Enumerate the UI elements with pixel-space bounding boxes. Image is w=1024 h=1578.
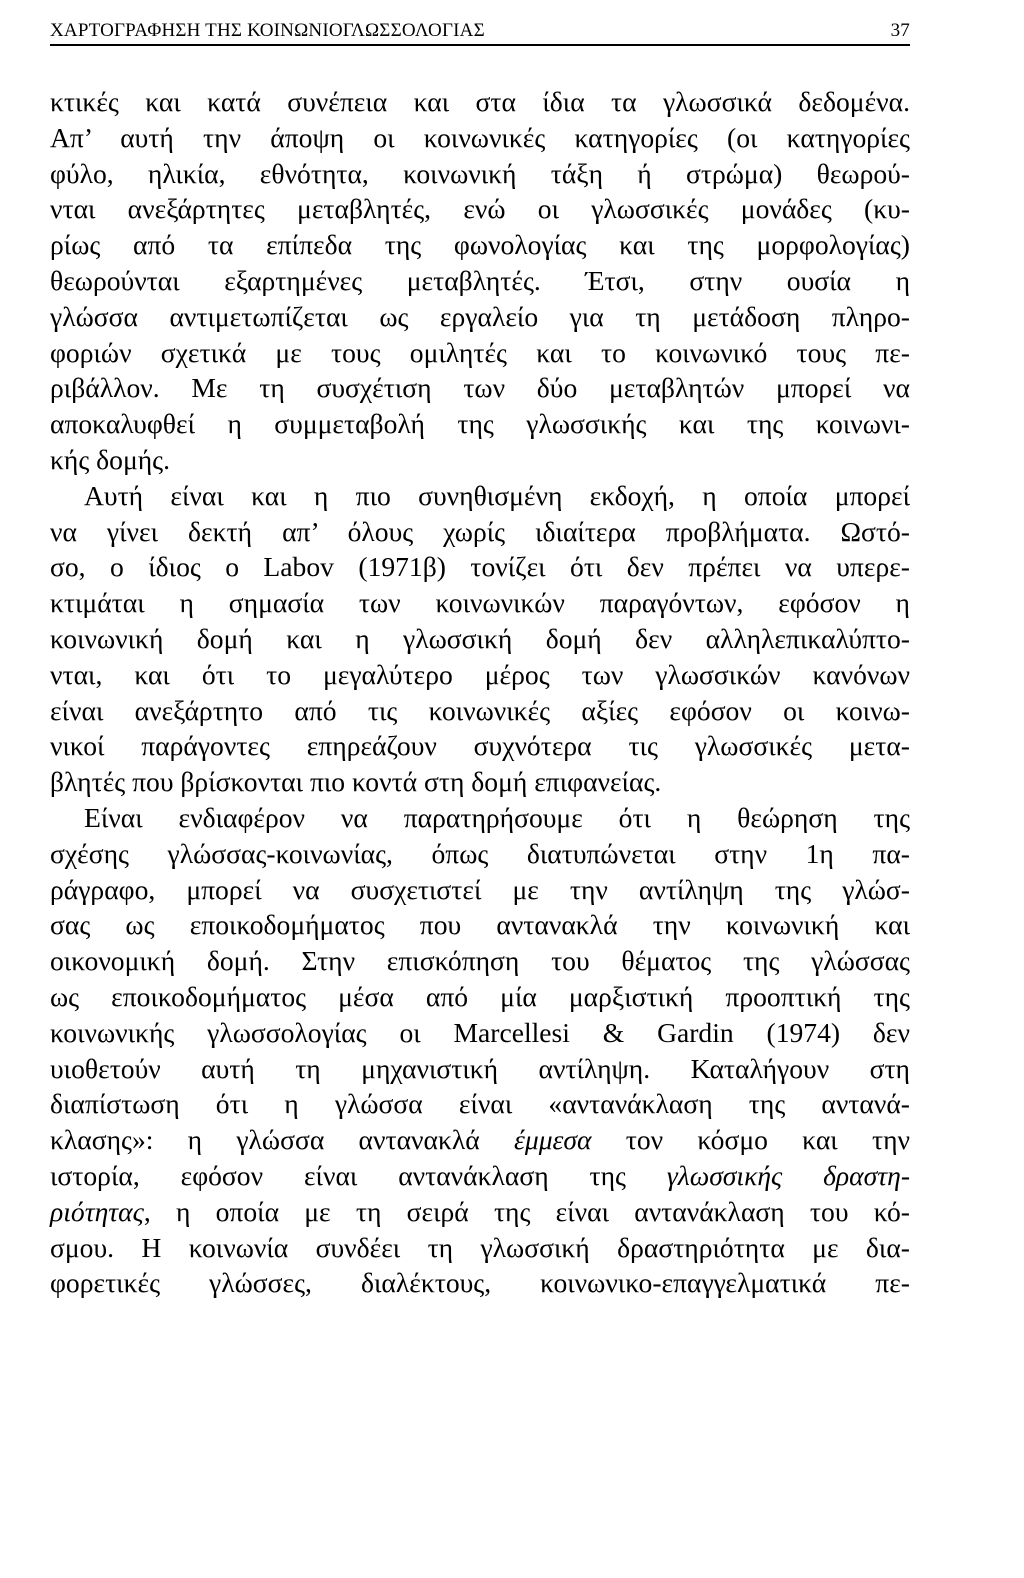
- text-line: σχέσης γλώσσας-κοινωνίας, όπως διατυπώνεται στην 1η πα-: [50, 837, 910, 869]
- text-line: βλητές που βρίσκονται πιο κοντά στη δομή επιφανείας.: [50, 766, 662, 798]
- text-line: διαπίστωση ότι η γλώσσα είναι «αντανάκλαση της αντανά-: [50, 1088, 910, 1120]
- text-line: ως εποικοδομήματος μέσα από μία μαρξιστική προοπτική της: [50, 980, 910, 1012]
- text-line: κτικές και κατά συνέπεια και στα ίδια τα γλωσσικά δεδομένα.: [50, 86, 910, 117]
- text-line: φοριών σχετικά με τους ομιλητές και το κοινωνικό τους πε-: [50, 336, 910, 368]
- text-line: σμου. Η κοινωνία συνδέει τη γλωσσική δραστηριότητα με δια-: [50, 1231, 910, 1263]
- running-title: ΧΑΡΤΟΓΡΑΦΗΣΗ ΤΗΣ ΚΟΙΝΩΝΙΟΓΛΩΣΣΟΛΟΓΙΑΣ: [50, 20, 485, 41]
- text-line: φορετικές γλώσσες, διαλέκτους, κοινωνικο-επαγγελματικά πε-: [50, 1267, 910, 1299]
- italic-run: έμμεσα: [513, 1124, 592, 1156]
- text-line: υιοθετούν αυτή τη μηχανιστική αντίληψη. Καταλήγουν στη: [50, 1052, 910, 1084]
- text-line: ράγραφο, μπορεί να συσχετιστεί με την αντίληψη της γλώσ-: [50, 873, 910, 905]
- text-line: οικονομική δομή. Στην επισκόπηση του θέματος της γλώσσας: [50, 945, 910, 977]
- text-line: νται, και ότι το μεγαλύτερο μέρος των γλωσσικών κανόνων: [50, 658, 910, 690]
- text-line: φύλο, ηλικία, εθνότητα, κοινωνική τάξη ή στρώμα) θεωρού-: [50, 157, 910, 189]
- text-line: ριβάλλον. Με τη συσχέτιση των δύο μεταβλητών μπορεί να: [50, 372, 910, 404]
- text-line: [50, 1194, 910, 1230]
- text-line: θεωρούνται εξαρτημένες μεταβλητές. Έτσι, στην ουσία η: [50, 264, 910, 296]
- text-line: κοινωνική δομή και η γλωσσική δομή δεν αλληλεπικαλύπτο-: [50, 622, 910, 654]
- page-number: 37: [890, 20, 910, 41]
- text-run: κλασης»: η γλώσσα αντανακλά: [50, 1124, 480, 1156]
- text-line: [50, 1122, 910, 1158]
- text-line: γλώσσα αντιμετωπίζεται ως εργαλείο για τη μετάδοση πληρο-: [50, 300, 910, 332]
- text-line: κοινωνικής γλωσσολογίας οι Marcellesi & Gardin (1974) δεν: [50, 1016, 910, 1048]
- text-line: Είναι ενδιαφέρον να παρατηρήσουμε ότι η θεώρηση της: [84, 801, 910, 833]
- text-line: Αυτή είναι και η πιο συνηθισμένη εκδοχή, η οποία μπορεί: [84, 479, 910, 511]
- text-line: νται ανεξάρτητες μεταβλητές, ενώ οι γλωσσικές μονάδες (κυ-: [50, 193, 910, 225]
- text-line: [50, 1158, 910, 1194]
- text-line: σο, ο ίδιος ο Labov (1971β) τονίζει ότι δεν πρέπει να υπερε-: [50, 551, 910, 583]
- text-line: είναι ανεξάρτητο από τις κοινωνικές αξίες εφόσον οι κοινω-: [50, 694, 910, 726]
- text-line: σας ως εποικοδομήματος που αντανακλά την κοινωνική και: [50, 909, 910, 941]
- text-line: ρίως από τα επίπεδα της φωνολογίας και της μορφολογίας): [50, 229, 910, 261]
- text-line: αποκαλυφθεί η συμμεταβολή της γλωσσικής και της κοινωνι-: [50, 408, 910, 440]
- body-text: [50, 84, 910, 1301]
- text-line: κής δομής.: [50, 443, 171, 475]
- italic-run: ριότητας: [50, 1195, 144, 1227]
- text-run: ιστορία, εφόσον είναι αντανάκλαση της: [50, 1159, 626, 1191]
- running-header: [50, 20, 910, 46]
- text-run: , η οποία με τη σειρά της είναι αντανάκλαση του κό-: [143, 1195, 910, 1227]
- text-line: να γίνει δεκτή απ’ όλους χωρίς ιδιαίτερα προβλήματα. Ωστό-: [50, 515, 910, 547]
- text-run: τον κόσμο και την: [625, 1124, 910, 1156]
- italic-run: γλωσσικής δραστη-: [666, 1159, 911, 1191]
- text-line: νικοί παράγοντες επηρεάζουν συχνότερα τις γλωσσικές μετα-: [50, 730, 910, 762]
- text-line: Απ’ αυτή την άποψη οι κοινωνικές κατηγορίες (οι κατηγορίες: [50, 121, 910, 153]
- text-line: κτιμάται η σημασία των κοινωνικών παραγόντων, εφόσον η: [50, 587, 910, 619]
- book-page: [50, 20, 910, 1301]
